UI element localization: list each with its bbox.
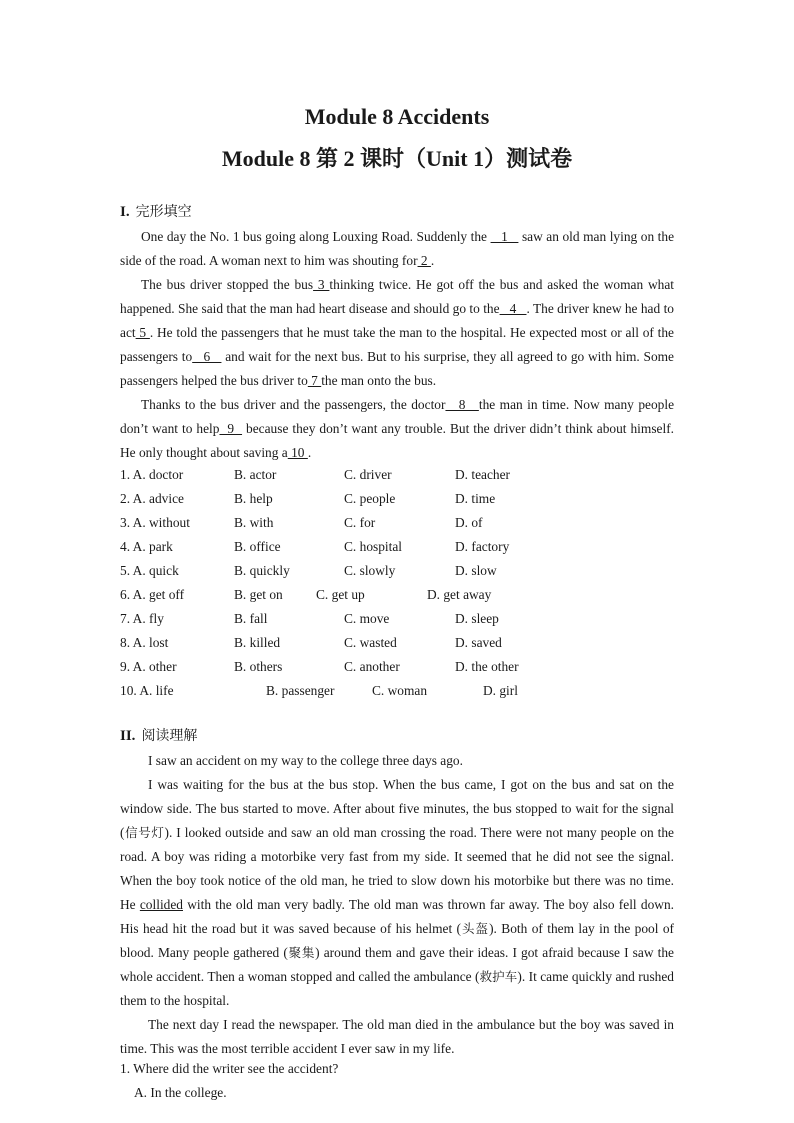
option-row [120,583,680,607]
option-c: C. wasted [344,635,397,650]
option-b: B. passenger [266,683,335,698]
option-row [120,535,680,559]
option-d: D. saved [455,635,502,650]
option-row [120,487,680,511]
blank-8: 8 [445,397,479,412]
option-a: 6. A. get off [120,587,185,602]
option-c: C. woman [372,683,428,698]
question-1: 1. Where did the writer see the accident? [120,1061,339,1076]
option-c: C. for [344,515,376,530]
blank-7: 7 [307,373,322,388]
option-a: 8. A. lost [120,635,169,650]
option-c: C. slowly [344,563,396,578]
option-row [120,463,680,487]
text-run: the man in time. Now many people don’t want to help [120,397,675,436]
chinese-gloss: 头盔 [461,921,490,936]
option-a: 2. A. advice [120,491,184,506]
text-run: The bus driver stopped the bus [141,277,314,292]
blank-6: 6 [192,349,222,364]
option-row [120,607,680,631]
option-b: B. help [234,491,273,506]
section-name: 阅读理解 [141,728,198,744]
option-c: C. hospital [344,539,403,554]
section-name: 完形填空 [135,204,192,220]
option-c: C. move [344,611,390,626]
cloze-paragraph-2 [120,273,674,393]
text-run: . [307,445,312,460]
option-d: D. get away [427,587,492,602]
text-run: One day the No. 1 bus going along Louxing Road. Suddenly the [141,229,491,244]
option-d: D. sleep [455,611,499,626]
option-b: B. actor [234,467,277,482]
option-b: B. with [234,515,274,530]
option-a: 1. A. doctor [120,467,184,482]
text-run: with the old man very badly. The old man was thrown far away. The boy also fell down. His head hit the road but it was saved because of his helmet ( [120,897,674,936]
section-number: II. [120,728,136,744]
option-c: C. people [344,491,396,506]
underlined-word: collided [139,897,183,912]
text-run: because they don’t want any trouble. But the driver didn’t think about himself. He only thought about saving a [120,421,674,460]
option-d: D. of [455,515,483,530]
option-a: 9. A. other [120,659,177,674]
blank-4: 4 [499,301,527,316]
reading-paragraph-1: I saw an accident on my way to the college three days ago. [148,753,463,768]
option-a: 10. A. life [120,683,174,698]
text-run: . The driver knew he had to act [120,301,674,340]
text-run: saw an old man lying on the side of the road. A woman next to him was shouting for [120,229,675,268]
section-number: I. [120,204,130,220]
option-c: C. get up [316,587,365,602]
text-run: thinking twice. He got off the bus and asked the woman what happened. She said that the man had heart disease and should go to the [120,277,675,316]
text-run: the man onto the bus. [321,373,437,388]
blank-2: 2 [417,253,431,268]
option-b: B. others [234,659,283,674]
text-run: ). It came quickly and rushed them to the hospital. [120,969,674,1008]
option-d: D. girl [483,683,518,698]
cloze-paragraph-1 [120,225,674,273]
option-a: 5. A. quick [120,563,179,578]
text-run: ) around them and gave their ideas. I got afraid because I saw the whole accident. Then a woman stopped and called the ambulance ( [120,945,674,984]
page-subtitle: Module 8 第 2 课时（Unit 1）测试卷 [221,146,573,171]
option-b: B. quickly [234,563,290,578]
chinese-gloss: 救护车 [479,969,518,984]
chinese-gloss: 信号灯 [124,825,165,840]
section-heading-reading [120,726,197,746]
text-run: ). Both of them lay in the pool of blood. Many people gathered ( [120,921,674,960]
option-row [120,559,680,583]
text-run: ). I looked outside and saw an old man crossing the road. There were not many people on the road. A boy was riding a motorbike very fast from my side. It seemed that he did not see the signal. When the boy took notice of the old man, he tried to slow down his motorbike but there was no time. He [120,825,674,912]
option-row [120,511,680,535]
text-run: . [430,253,435,268]
page-title: Module 8 Accidents [304,104,490,129]
option-d: D. slow [455,563,497,578]
cloze-passage [120,225,674,465]
option-d: D. time [455,491,496,506]
blank-1: 1 [490,229,519,244]
text-run: Thanks to the bus driver and the passengers, the doctor [141,397,446,412]
reading-paragraph-3: The next day I read the newspaper. The old man died in the ambulance but the boy was saved in time. This was the most terrible accident I ever saw in my life. [120,1017,674,1056]
blank-10: 10 [287,445,308,460]
text-run: and wait for the next bus. But to his surprise, they all agreed to go with him. Some passengers helped the bus driver to [120,349,674,388]
chinese-gloss: 聚集 [287,945,316,960]
option-a: 7. A. fly [120,611,164,626]
option-b: B. office [234,539,281,554]
option-b: B. fall [234,611,268,626]
blank-5: 5 [135,325,150,340]
blank-9: 9 [219,421,243,436]
option-row [120,679,680,703]
option-c: C. another [344,659,400,674]
text-run: I was waiting for the bus at the bus stop. When the bus came, I got on the bus and sat on the window side. The bus started to move. After about five minutes, the bus stopped to wait for the signal ( [120,777,674,840]
option-d: D. teacher [455,467,511,482]
reading-passage [120,749,674,1061]
question-1-option-a: A. In the college. [134,1085,227,1100]
section-heading-cloze [120,202,192,222]
cloze-paragraph-3 [120,393,674,465]
option-b: B. get on [234,587,283,602]
option-c: C. driver [344,467,392,482]
option-row [120,631,680,655]
blank-3: 3 [313,277,330,292]
option-a: 3. A. without [120,515,190,530]
option-row [120,655,680,679]
option-a: 4. A. park [120,539,173,554]
text-run: . He told the passengers that he must take the man to the hospital. He expected most or all of the passengers to [120,325,674,364]
reading-paragraph-2 [120,773,674,1013]
option-b: B. killed [234,635,281,650]
option-d: D. the other [455,659,519,674]
option-d: D. factory [455,539,510,554]
